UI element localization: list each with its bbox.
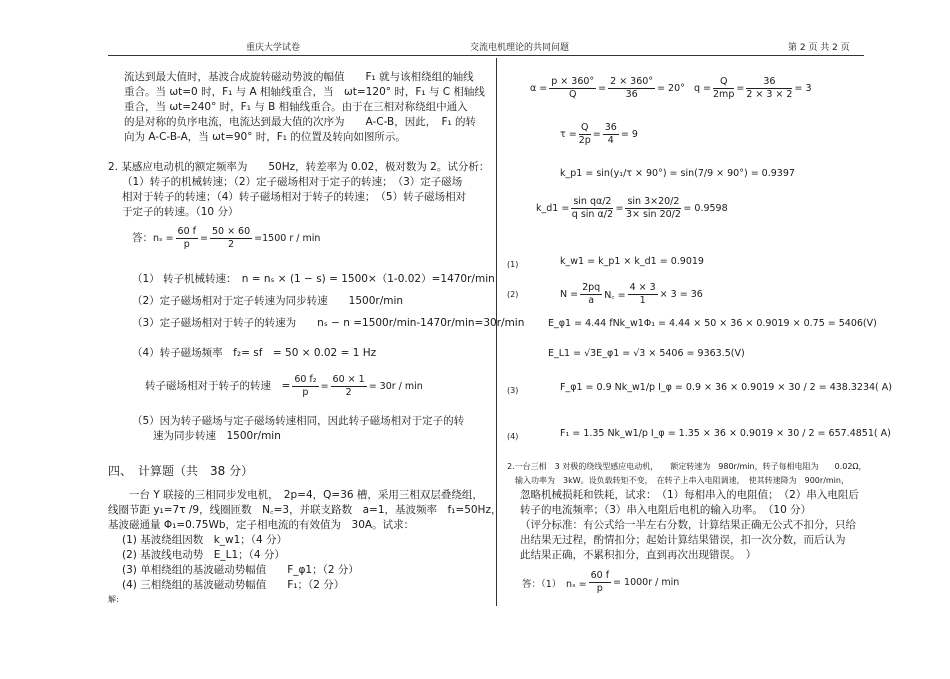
step-2-label: (2) (507, 290, 519, 299)
ephi-formula: E_φ1 = 4.44 fNk_w1Φ₁ = 4.44 × 50 × 36 × 0.9019 × 0.75 = 5406(V) (548, 318, 877, 329)
answer-3: （3）定子磁场相对于转子的转速为 nₛ − n =1500r/min-1470r/min=30r/min (132, 317, 525, 329)
header-rule (108, 55, 864, 56)
tau-formula: τ = $\frac{Q}{2p}$ = $\frac{36}{4}$ = 9 (560, 122, 638, 146)
answer-ns-formula: 答： nₛ = $\frac{60 f}{p}$ = $\frac{50 \times 60}{2}$ =1500 r / min (132, 226, 321, 250)
step-3-label: (3) (507, 386, 519, 395)
question-2-right-body: 忽略机械损耗和铁耗，试求： （1）每相串入的电阻值； （2）串入电阻后 转子的电流频率；（3）串入电阻后电机的输入功率。 （10 分） （评分标准：有公式给一半左右分数，计算结果正确无公式不扣分，只给 出结果无过程，酌情扣分；起始计算结果错误，扣一次分数，而后认为 此结果正确，不累积扣分，直到再次出现错误。 ） (520, 489, 859, 561)
el1-formula: E_L1 = √3E_φ1 = √3 × 5406 = 9363.5(V) (548, 348, 745, 359)
paragraph-rotation: 流达到最大值时，基波合成旋转磁动势波的幅值 F₁ 就与该相绕组的轴线 重合。当 ωt=0 时，F₁ 与 A 相轴线重合，当 ωt=120° 时，F₁ 与 C 相轴线 重合，当 ωt=240° 时，F₁ 与 B 相轴线重合。由于在三相对称绕组中通入 的是对称的负序电流，电流达到最大值的次序为 A-C-B，因此， F₁ 的转 向为 A-C-B-A，当 ωt=90° 时，F₁ 的位置及转向如图所示。 (124, 71, 485, 143)
step-1-label: (1) (507, 260, 519, 269)
f1-formula: F₁ = 1.35 Nk_w1/p I_φ = 1.35 × 36 × 0.9019 × 30 / 2 = 657.4851( A) (560, 428, 891, 439)
kp1-formula: k_p1 = sin(y₁/τ × 90°) = sin(7/9 × 90°) = 0.9397 (560, 168, 795, 179)
turns-formula: N = $\frac{2pq}{a}$ N꜀ = $\frac{4 \times 3}{1}$ × 3 = 36 (560, 282, 703, 306)
question-2: 2. 某感应电动机的额定频率为 50Hz，转差率为 0.02，极对数为 2。试分析： （1）转子的机械转速；（2）定子磁场相对于定子的转速； （3）定子磁场 相对于转子的转速；（4）转子磁场相对于转子的转速； （5）转子磁场相对 于定子的转速。（10 分） (108, 161, 490, 218)
solution-label: 解: (108, 595, 119, 604)
answer-ns-right: 答：（1） nₛ = $\frac{60 f}{p}$ = 1000r / min (522, 570, 680, 594)
answer-2: （2）定子磁场相对于定子转速为同步转速 1500r/min (132, 295, 404, 307)
question-2-right-intro: 2.一台三相 3 对极的绕线型感应电动机， 额定转速为 980r/min，转子每相电阻为 0.02Ω， 输入功率为 3kW。设负载转矩不变， 在转子上串入电阻调速， 使其转速降为 900r/min， (507, 462, 867, 485)
header-right: 第 2 页 共 2 页 (788, 43, 850, 53)
answer-1: （1） 转子机械转速： n = nₛ × (1 − s) = 1500×（1-0.02）=1470r/min (132, 273, 495, 285)
section-4-title: 四、 计算题（共 38 分） (108, 464, 254, 478)
calc-question: 一台 Y 联接的三相同步发电机， 2p=4，Q=36 槽，采用三相双层叠绕组， 线圈节距 y₁=7τ /9，线圈匝数 N꜀=3，并联支路数 a=1，基波频率 f₁=50Hz， 基波磁通量 Φ₁=0.75Wb，定子相电流的有效值为 30A。试求： (1) 基波绕组因数 k_w1；（4 分） (2) 基波线电动势 E_L1；（4 分） (3) 单相绕组的基波磁动势幅值 F_φ1；（2 分） (4) 三相绕组的基波磁动势幅值 F₁；（2 分） (108, 489, 502, 591)
answer-4: （4）转子磁场频率 f₂= sf = 50 × 0.02 = 1 Hz (132, 347, 377, 359)
alpha-formula: α = $\frac{p \times 360^\circ}{Q}$ = $\frac{2 \times 360^\circ}{36}$ = 20° (530, 76, 685, 100)
kd1-formula: k_d1 = $\frac{\text{sin qα/2}}{\text{q sin α/2}}$ = $\frac{\sin 3\times 20/2}{3\times \sin 20/2}$ = 0.9598 (536, 196, 728, 220)
answer-5: （5）因为转子磁场与定子磁场转速相同，因此转子磁场相对于定子的转 速为同步转速 1500r/min (132, 415, 465, 442)
fphi-formula: F_φ1 = 0.9 Nk_w1/p I_φ = 0.9 × 36 × 0.9019 × 30 / 2 = 438.3234( A) (560, 382, 892, 393)
q-formula: q = $\frac{Q}{2mp}$ = $\frac{36}{2 \times 3 \times 2}$ = 3 (694, 76, 812, 100)
step-4-label: (4) (507, 432, 519, 441)
header-center: 交流电机理论的共同问题 (470, 43, 570, 53)
answer-4-rotor-speed: 转子磁场相对于转子的转速 = $\frac{\text{60 f₂}}{p}$ = $\frac{60 \times 1}{2}$ = 30r / min (145, 374, 423, 398)
kw1-formula: k_w1 = k_p1 × k_d1 = 0.9019 (560, 256, 704, 267)
header-left: 重庆大学试卷 (246, 43, 301, 53)
